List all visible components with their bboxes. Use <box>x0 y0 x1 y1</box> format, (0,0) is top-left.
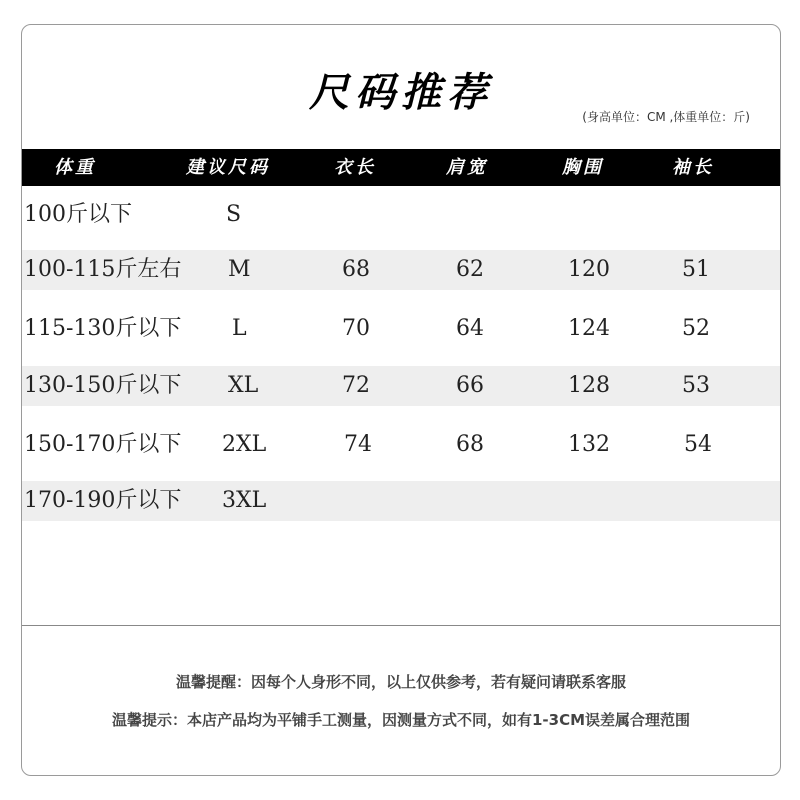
cell-weight: 170-190斤以下 <box>24 488 182 513</box>
cell-length: 70 <box>342 316 370 341</box>
cell-sleeve: 54 <box>684 432 712 457</box>
cell-weight: 150-170斤以下 <box>24 432 182 457</box>
header-chest: 胸围 <box>562 157 604 178</box>
cell-length: 72 <box>342 373 370 398</box>
cell-size: 2XL <box>222 432 267 457</box>
table-row <box>22 309 780 349</box>
cell-chest: 120 <box>568 257 610 282</box>
cell-length: 68 <box>342 257 370 282</box>
cell-shoulder: 68 <box>456 432 484 457</box>
table-header <box>22 149 780 186</box>
unit-note: (身高单位：CM ,体重单位：斤) <box>582 110 750 124</box>
cell-shoulder: 62 <box>456 257 484 282</box>
cell-weight: 130-150斤以下 <box>24 373 182 398</box>
cell-chest: 124 <box>568 316 610 341</box>
divider <box>22 625 780 626</box>
cell-chest: 128 <box>568 373 610 398</box>
cell-weight: 100-115斤左右 <box>24 257 182 282</box>
table-row <box>22 250 780 290</box>
table-row <box>22 366 780 406</box>
header-shoulder: 肩宽 <box>446 157 488 178</box>
cell-sleeve: 51 <box>682 257 710 282</box>
cell-sleeve: 53 <box>682 373 710 398</box>
page-title: 尺码推荐 <box>309 70 493 116</box>
table-row <box>22 481 780 521</box>
cell-size: M <box>228 257 251 282</box>
cell-sleeve: 52 <box>682 316 710 341</box>
cell-shoulder: 64 <box>456 316 484 341</box>
cell-size: 3XL <box>222 488 267 513</box>
size-chart-card <box>21 24 781 776</box>
measurement-note: 温馨提示：本店产品均为平铺手工测量，因测量方式不同，如有1-3CM误差属合理范围 <box>111 711 691 729</box>
cell-chest: 132 <box>568 432 610 457</box>
table-row <box>22 195 780 235</box>
header-length: 衣长 <box>334 157 376 178</box>
cell-length: 74 <box>344 432 372 457</box>
header-sleeve: 袖长 <box>672 157 714 178</box>
warm-reminder-note: 温馨提醒：因每个人身形不同，以上仅供参考，若有疑问请联系客服 <box>175 673 626 691</box>
header-size: 建议尺码 <box>186 157 270 178</box>
cell-size: S <box>226 202 242 227</box>
header-weight: 体重 <box>54 157 96 178</box>
table-row <box>22 425 780 465</box>
cell-size: XL <box>228 373 259 398</box>
cell-shoulder: 66 <box>456 373 484 398</box>
cell-size: L <box>232 316 247 341</box>
cell-weight: 115-130斤以下 <box>24 316 182 341</box>
cell-weight: 100斤以下 <box>24 202 132 227</box>
